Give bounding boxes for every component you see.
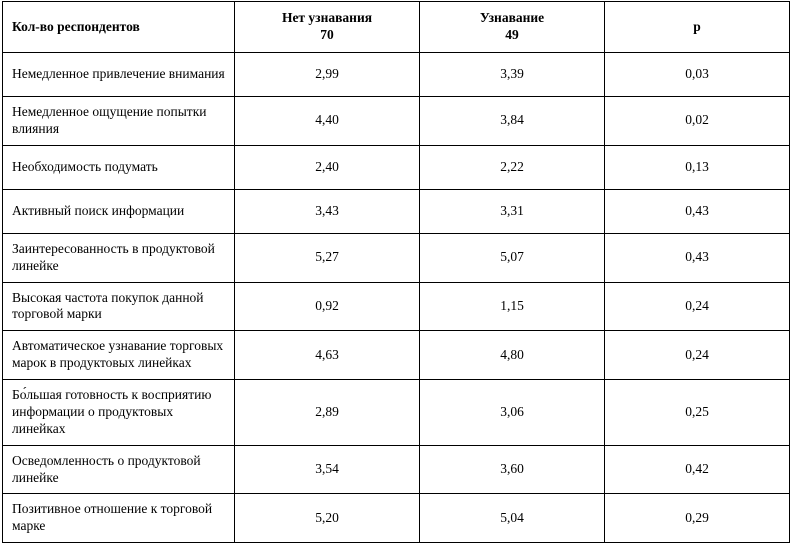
- column-header-p: p: [605, 2, 790, 53]
- cell-no-recognition: 5,20: [235, 494, 420, 543]
- cell-no-recognition: 4,40: [235, 97, 420, 146]
- cell-p: 0,24: [605, 282, 790, 331]
- table-body: [3, 53, 790, 543]
- cell-recognition: 4,80: [420, 331, 605, 380]
- column-header-no-recognition-count: 70: [320, 27, 334, 42]
- table-header: [3, 2, 790, 53]
- table-row: [3, 445, 790, 494]
- cell-no-recognition: 3,43: [235, 189, 420, 233]
- cell-p: 0,25: [605, 380, 790, 446]
- table-container: [0, 1, 790, 547]
- cell-no-recognition: 2,99: [235, 53, 420, 97]
- cell-no-recognition: 5,27: [235, 233, 420, 282]
- row-label: Высокая частота покупок данной торговой марки: [3, 282, 235, 331]
- cell-p: 0,43: [605, 189, 790, 233]
- row-label: Бо́льшая готовность к восприятию информации о продуктовых линейках: [3, 380, 235, 446]
- column-header-no-recognition: [235, 2, 420, 53]
- cell-p: 0,02: [605, 97, 790, 146]
- row-label: Позитивное отношение к торговой марке: [3, 494, 235, 543]
- table-row: [3, 53, 790, 97]
- column-header-label: Кол-во респондентов: [3, 2, 235, 53]
- row-label: Активный поиск информации: [3, 189, 235, 233]
- cell-no-recognition: 2,40: [235, 145, 420, 189]
- table-row: [3, 494, 790, 543]
- row-label: Немедленное ощущение попытки влияния: [3, 97, 235, 146]
- row-label: Заинтересованность в продуктовой линейке: [3, 233, 235, 282]
- row-label: Осведомленность о продуктовой линейке: [3, 445, 235, 494]
- cell-recognition: 3,39: [420, 53, 605, 97]
- cell-recognition: 5,07: [420, 233, 605, 282]
- row-label: Необходимость подумать: [3, 145, 235, 189]
- respondents-table: [2, 1, 790, 543]
- cell-p: 0,24: [605, 331, 790, 380]
- cell-no-recognition: 0,92: [235, 282, 420, 331]
- cell-recognition: 1,15: [420, 282, 605, 331]
- cell-recognition: 5,04: [420, 494, 605, 543]
- column-header-recognition: [420, 2, 605, 53]
- table-row: [3, 331, 790, 380]
- cell-p: 0,13: [605, 145, 790, 189]
- column-header-recognition-title: Узнавание: [479, 10, 545, 26]
- row-label: Немедленное привлечение внимания: [3, 53, 235, 97]
- table-row: [3, 233, 790, 282]
- cell-no-recognition: 4,63: [235, 331, 420, 380]
- cell-recognition: 3,31: [420, 189, 605, 233]
- cell-no-recognition: 2,89: [235, 380, 420, 446]
- cell-p: 0,03: [605, 53, 790, 97]
- table-row: [3, 145, 790, 189]
- table-row: [3, 97, 790, 146]
- cell-recognition: 3,60: [420, 445, 605, 494]
- table-row: [3, 282, 790, 331]
- table-header-row: [3, 2, 790, 53]
- row-label: Автоматическое узнавание торговых марок в продуктовых линейках: [3, 331, 235, 380]
- cell-recognition: 3,06: [420, 380, 605, 446]
- cell-recognition: 2,22: [420, 145, 605, 189]
- table-row: [3, 380, 790, 446]
- table-row: [3, 189, 790, 233]
- cell-p: 0,42: [605, 445, 790, 494]
- column-header-no-recognition-title: Нет узнавания: [281, 10, 373, 26]
- cell-p: 0,29: [605, 494, 790, 543]
- column-header-recognition-count: 49: [505, 27, 519, 42]
- cell-recognition: 3,84: [420, 97, 605, 146]
- cell-p: 0,43: [605, 233, 790, 282]
- cell-no-recognition: 3,54: [235, 445, 420, 494]
